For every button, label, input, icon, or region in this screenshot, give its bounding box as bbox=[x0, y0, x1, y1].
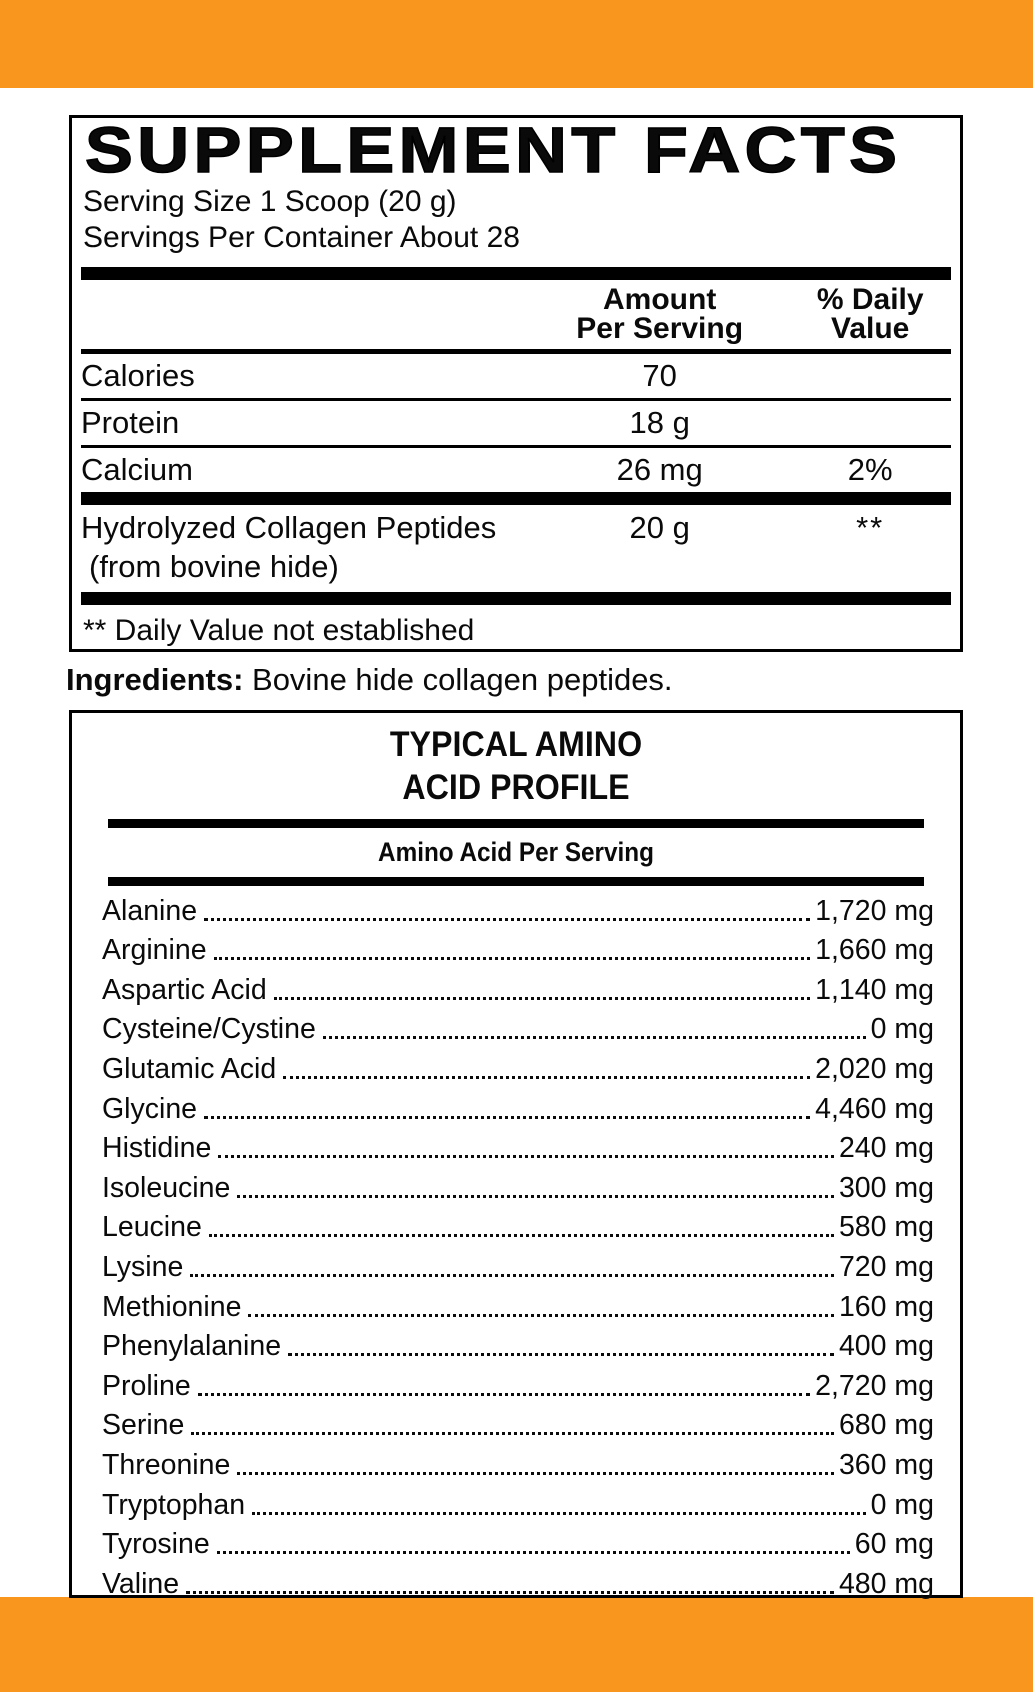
ingredients-text: Bovine hide collagen peptides. bbox=[243, 662, 673, 697]
dot-leader bbox=[218, 1155, 834, 1158]
nutrient-amount: 20 g bbox=[629, 510, 690, 545]
amino-acid-name: Arginine bbox=[102, 934, 207, 967]
amino-acid-name: Proline bbox=[102, 1369, 191, 1402]
amino-acid-row bbox=[102, 1088, 934, 1128]
column-spacer bbox=[81, 285, 530, 343]
dot-leader bbox=[209, 1234, 834, 1237]
amino-acid-name: Cysteine/Cystine bbox=[102, 1013, 316, 1046]
amino-acid-row bbox=[102, 1009, 934, 1049]
dot-leader bbox=[198, 1393, 810, 1396]
amino-acid-value: 2,720 mg bbox=[815, 1369, 934, 1402]
dot-leader bbox=[204, 1116, 810, 1119]
amino-acid-value: 300 mg bbox=[838, 1171, 934, 1204]
amino-acid-row bbox=[102, 1048, 934, 1088]
amino-acid-row bbox=[102, 1563, 934, 1603]
dot-leader bbox=[274, 997, 810, 1000]
amino-acid-name: Valine bbox=[102, 1567, 180, 1600]
amino-acid-name: Tyrosine bbox=[102, 1528, 210, 1561]
amino-acid-name: Alanine bbox=[102, 894, 198, 927]
thick-divider bbox=[108, 819, 924, 828]
amino-acid-value: 0 mg bbox=[870, 1013, 934, 1046]
dot-leader bbox=[323, 1036, 866, 1039]
amino-acid-row bbox=[102, 1286, 934, 1326]
nutrient-name: Calcium bbox=[81, 452, 193, 487]
amino-profile-subtitle: Amino Acid Per Serving bbox=[378, 837, 654, 867]
dot-leader bbox=[191, 1432, 834, 1435]
dot-leader bbox=[217, 1551, 850, 1554]
amino-acid-row bbox=[102, 1326, 934, 1366]
table-row-calories bbox=[81, 354, 951, 398]
amino-acid-value: 580 mg bbox=[838, 1211, 934, 1244]
amino-acid-value: 480 mg bbox=[838, 1567, 934, 1600]
supplement-facts-panel bbox=[69, 115, 963, 652]
dot-leader bbox=[204, 918, 810, 921]
nutrient-name: Hydrolyzed Collagen Peptides bbox=[81, 510, 497, 545]
panel-title: SUPPLEMENT FACTS bbox=[85, 114, 902, 186]
amino-acid-name: Histidine bbox=[102, 1132, 212, 1165]
amino-acid-row bbox=[102, 1128, 934, 1168]
nutrient-name: Calories bbox=[81, 358, 195, 393]
ingredients-label: Ingredients: bbox=[66, 662, 244, 697]
amino-acid-row bbox=[102, 1405, 934, 1445]
amino-acid-row bbox=[102, 1167, 934, 1207]
amino-profile-title: TYPICAL AMINO ACID PROFILE bbox=[389, 725, 643, 807]
daily-value-column-header: % Daily Value bbox=[816, 283, 924, 345]
amino-acid-value: 1,660 mg bbox=[815, 934, 934, 967]
table-row-protein bbox=[81, 401, 951, 445]
amino-acid-name: Methionine bbox=[102, 1290, 242, 1323]
serving-size-text: Serving Size 1 Scoop (20 g) bbox=[83, 185, 457, 218]
nutrient-dv: ** bbox=[856, 510, 885, 545]
amino-acid-value: 60 mg bbox=[854, 1528, 934, 1561]
amino-acid-value: 720 mg bbox=[838, 1250, 934, 1283]
thick-divider bbox=[81, 592, 951, 605]
dot-leader bbox=[248, 1314, 834, 1317]
amino-acid-name: Phenylalanine bbox=[102, 1330, 282, 1363]
nutrient-amount: 70 bbox=[642, 358, 677, 393]
amino-acid-value: 4,460 mg bbox=[815, 1092, 934, 1125]
dot-leader bbox=[190, 1274, 834, 1277]
amino-acid-name: Serine bbox=[102, 1409, 185, 1442]
servings-per-container-text: Servings Per Container About 28 bbox=[83, 221, 520, 254]
amino-acid-value: 240 mg bbox=[838, 1132, 934, 1165]
amino-acid-name: Isoleucine bbox=[102, 1171, 231, 1204]
amount-column-header: Amount Per Serving bbox=[576, 283, 744, 345]
amino-acid-value: 2,020 mg bbox=[815, 1052, 934, 1085]
ingredients-line bbox=[66, 662, 986, 698]
daily-value-footnote: ** Daily Value not established bbox=[83, 614, 475, 647]
amino-acid-name: Threonine bbox=[102, 1448, 231, 1481]
table-row-collagen bbox=[81, 505, 951, 543]
column-headers bbox=[81, 280, 951, 349]
amino-acid-name: Glutamic Acid bbox=[102, 1052, 277, 1085]
amino-acid-row bbox=[102, 1484, 934, 1524]
nutrient-dv: 2% bbox=[847, 452, 893, 487]
amino-acid-name: Glycine bbox=[102, 1092, 198, 1125]
top-orange-band bbox=[0, 0, 1033, 88]
amino-acid-row bbox=[102, 1365, 934, 1405]
table-row-calcium bbox=[81, 448, 951, 492]
dot-leader bbox=[283, 1076, 810, 1079]
amino-acid-row bbox=[102, 930, 934, 970]
thick-divider bbox=[108, 877, 924, 886]
nutrient-amount: 18 g bbox=[629, 405, 690, 440]
amino-acid-list bbox=[102, 890, 934, 1603]
bottom-orange-band bbox=[0, 1597, 1033, 1692]
dot-leader bbox=[237, 1472, 834, 1475]
dot-leader bbox=[252, 1512, 866, 1515]
amino-acid-name: Tryptophan bbox=[102, 1488, 246, 1521]
nutrient-amount: 26 mg bbox=[616, 452, 703, 487]
amino-acid-row bbox=[102, 1246, 934, 1286]
dot-leader bbox=[186, 1591, 834, 1594]
thick-divider bbox=[81, 492, 951, 505]
amino-acid-name: Leucine bbox=[102, 1211, 202, 1244]
amino-acid-value: 1,720 mg bbox=[815, 894, 934, 927]
amino-acid-row bbox=[102, 969, 934, 1009]
thick-divider bbox=[81, 267, 951, 280]
amino-acid-name: Lysine bbox=[102, 1250, 184, 1283]
amino-acid-row bbox=[102, 1524, 934, 1564]
dot-leader bbox=[237, 1195, 834, 1198]
amino-acid-row bbox=[102, 1207, 934, 1247]
amino-acid-value: 160 mg bbox=[838, 1290, 934, 1323]
amino-acid-value: 680 mg bbox=[838, 1409, 934, 1442]
dot-leader bbox=[214, 957, 811, 960]
amino-acid-value: 360 mg bbox=[838, 1448, 934, 1481]
amino-acid-name: Aspartic Acid bbox=[102, 973, 267, 1006]
amino-acid-value: 400 mg bbox=[838, 1330, 934, 1363]
amino-acid-value: 1,140 mg bbox=[815, 973, 934, 1006]
nutrient-name: Protein bbox=[81, 405, 180, 440]
amino-acid-profile-panel bbox=[69, 710, 963, 1598]
amino-acid-row bbox=[102, 890, 934, 930]
dot-leader bbox=[288, 1353, 834, 1356]
amino-acid-value: 0 mg bbox=[870, 1488, 934, 1521]
amino-acid-row bbox=[102, 1444, 934, 1484]
nutrient-source-note: (from bovine hide) bbox=[89, 549, 339, 584]
